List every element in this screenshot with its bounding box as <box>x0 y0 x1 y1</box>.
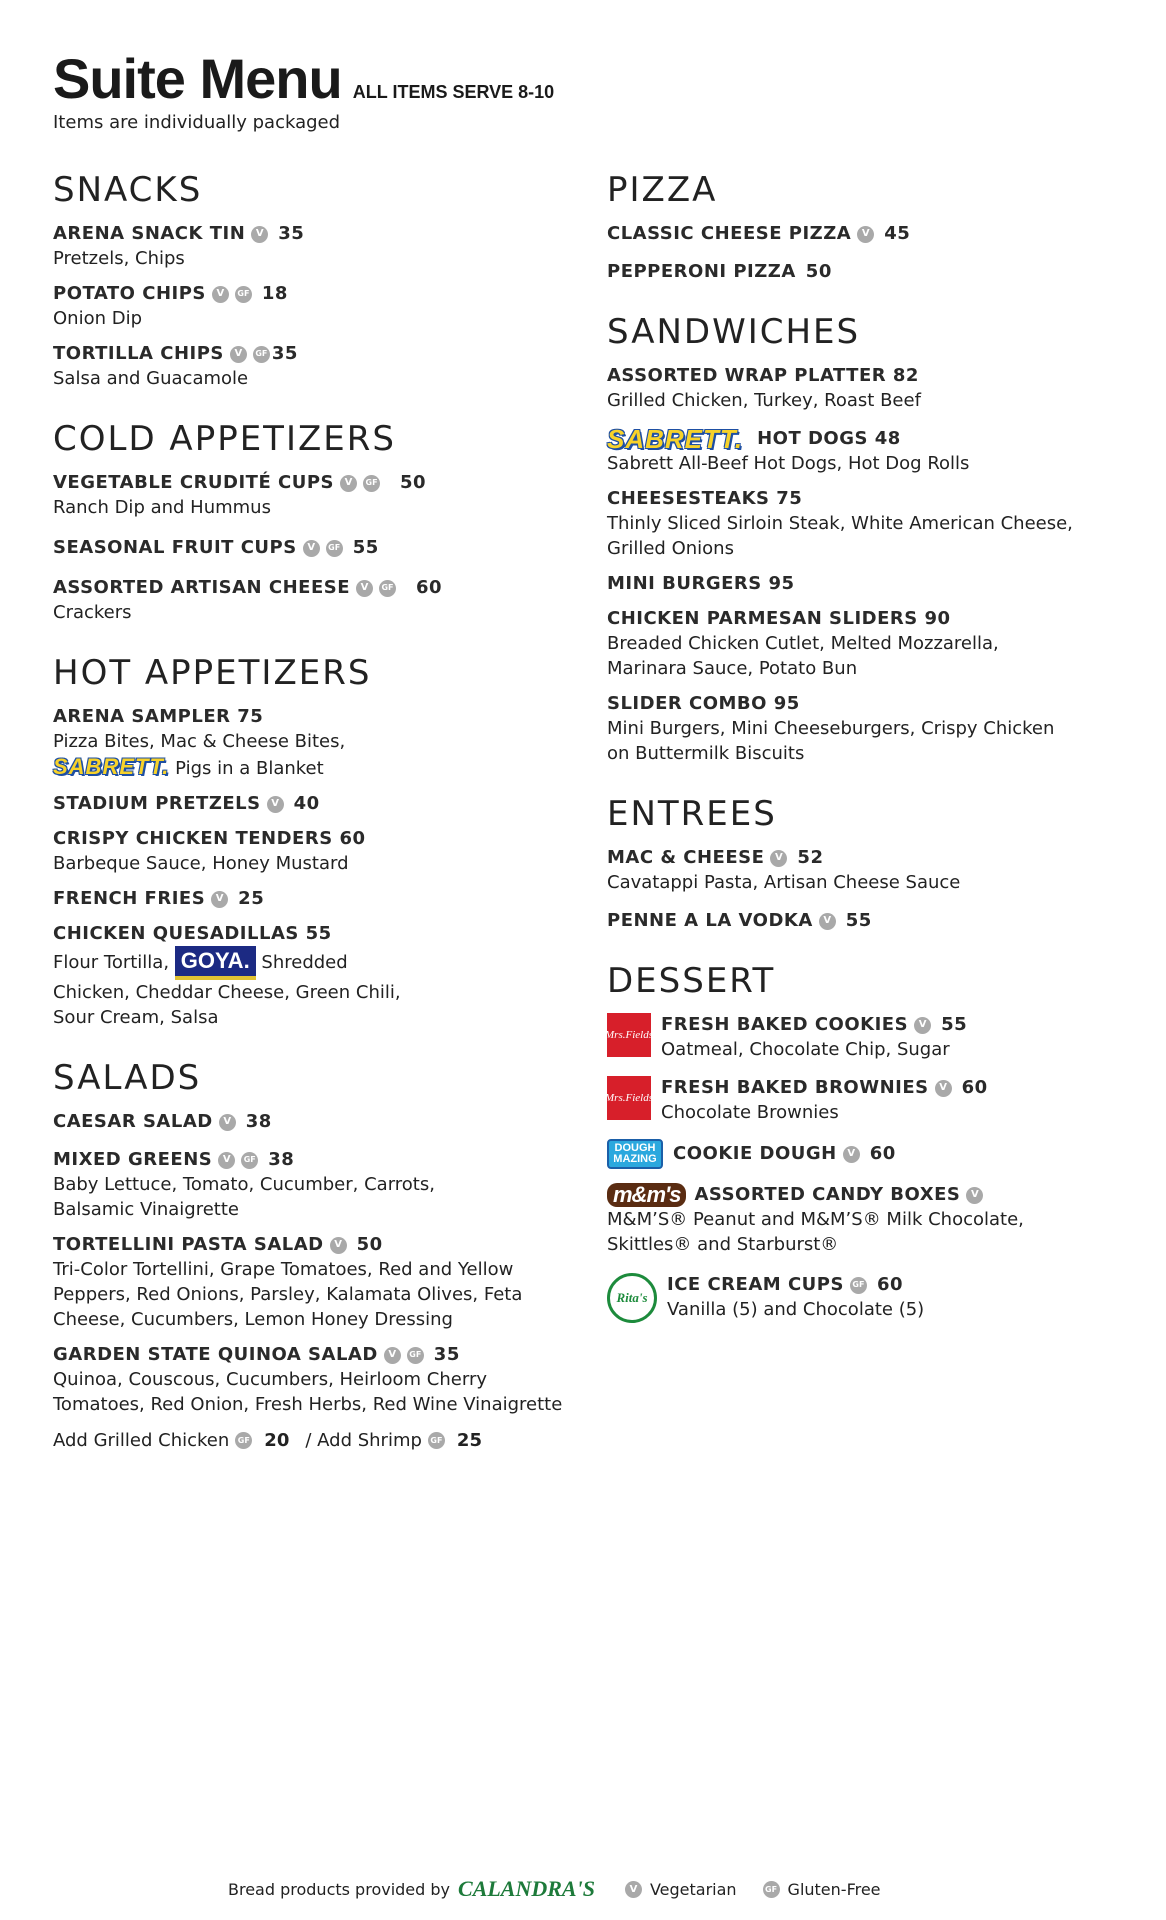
item-name: ASSORTED WRAP PLATTER 82 <box>607 365 919 386</box>
item-desc: Crackers <box>53 602 132 623</box>
menu-item <box>607 909 1127 933</box>
page-title <box>53 46 554 111</box>
item-desc: Shredded <box>261 952 348 973</box>
item-desc: Barbeque Sauce, Honey Mustard <box>53 853 349 874</box>
menu-item <box>53 576 573 625</box>
menu-item <box>53 922 573 1030</box>
section-snacks <box>53 168 573 391</box>
menu-item <box>607 424 1127 476</box>
ritas-logo: Rita's <box>607 1273 657 1323</box>
menu-item <box>607 260 1127 284</box>
vegetarian-icon: V <box>303 540 320 557</box>
item-desc: Tri-Color Tortellini, Grape Tomatoes, Red and Yellow <box>53 1259 514 1280</box>
item-name: ICE CREAM CUPS <box>667 1274 844 1295</box>
gluten-free-icon: GF <box>363 475 380 492</box>
item-desc: Thinly Sliced Sirloin Steak, White American Cheese, <box>607 513 1073 534</box>
section-title: PIZZA <box>607 170 718 210</box>
mrs-fields-logo: Mrs.Fields <box>607 1076 651 1120</box>
menu-item <box>53 536 573 560</box>
legend-gluten-free <box>763 1880 881 1899</box>
item-desc: Onion Dip <box>53 308 143 329</box>
gluten-free-icon: GF <box>241 1152 258 1169</box>
item-name: VEGETABLE CRUDITÉ CUPS <box>53 472 335 493</box>
item-desc: Pizza Bites, Mac & Cheese Bites, <box>53 731 346 752</box>
menu-item <box>53 705 573 781</box>
item-name: TORTILLA CHIPS <box>53 343 224 364</box>
sabrett-logo: SABRETT. <box>53 754 170 779</box>
subtitle: Items are individually packaged <box>53 112 341 133</box>
vegetarian-icon: V <box>219 1114 236 1131</box>
section-title: DESSERT <box>607 961 776 1001</box>
item-name: CHICKEN PARMESAN SLIDERS 90 <box>607 608 951 629</box>
vegetarian-icon: V <box>857 226 874 243</box>
item-desc: Ranch Dip and Hummus <box>53 497 271 518</box>
section-sandwiches <box>607 310 1127 766</box>
item-name: ASSORTED CANDY BOXES <box>694 1184 961 1205</box>
menu-item <box>53 1148 573 1222</box>
item-desc: Sour Cream, Salsa <box>53 1007 219 1028</box>
serves-note: ALL ITEMS SERVE 8-10 <box>352 82 555 102</box>
section-hot-appetizers <box>53 651 573 1030</box>
item-desc: on Buttermilk Biscuits <box>607 743 805 764</box>
item-price: 45 <box>884 223 911 244</box>
section-title: COLD APPETIZERS <box>53 419 396 459</box>
item-desc: Marinara Sauce, Potato Bun <box>607 658 858 679</box>
section-pizza <box>607 168 1127 284</box>
vegetarian-icon: V <box>384 1347 401 1364</box>
gluten-free-icon: GF <box>763 1881 780 1898</box>
menu-item <box>53 887 573 911</box>
legend-label: Gluten-Free <box>787 1879 881 1899</box>
vegetarian-icon: V <box>935 1080 952 1097</box>
vegetarian-icon: V <box>230 346 247 363</box>
vegetarian-icon: V <box>770 850 787 867</box>
item-desc: Balsamic Vinaigrette <box>53 1199 239 1220</box>
vegetarian-icon: V <box>356 580 373 597</box>
vegetarian-icon: V <box>819 913 836 930</box>
menu-item <box>607 1183 1127 1257</box>
item-name: SEASONAL FRUIT CUPS <box>53 537 297 558</box>
menu-item <box>607 1013 1127 1062</box>
item-name: SLIDER COMBO 95 <box>607 693 800 714</box>
section-title: SALADS <box>53 1058 202 1098</box>
menu-item <box>607 487 1127 561</box>
item-desc: Oatmeal, Chocolate Chip, Sugar <box>661 1039 950 1060</box>
calandras-logo: CALANDRA'S <box>458 1876 595 1901</box>
item-desc: Breaded Chicken Cutlet, Melted Mozzarella, <box>607 633 999 654</box>
bread-note: Bread products provided by <box>228 1879 451 1899</box>
item-desc: Flour Tortilla, <box>53 952 170 973</box>
item-price: 35 <box>433 1344 460 1365</box>
left-column <box>53 168 573 1453</box>
menu-item <box>53 1233 573 1332</box>
section-title: HOT APPETIZERS <box>53 653 372 693</box>
footer-row <box>228 1876 907 1902</box>
item-price: 55 <box>845 910 872 931</box>
item-desc: Baby Lettuce, Tomato, Cucumber, Carrots, <box>53 1174 435 1195</box>
gluten-free-icon: GF <box>235 286 252 303</box>
item-price: 25 <box>238 888 265 909</box>
mms-logo: m&m's <box>607 1183 686 1207</box>
gluten-free-icon: GF <box>235 1432 252 1449</box>
menu-item <box>607 1076 1127 1125</box>
item-name: ASSORTED ARTISAN CHEESE <box>53 577 350 598</box>
vegetarian-icon: V <box>251 226 268 243</box>
item-name: PEPPERONI PIZZA <box>607 261 796 282</box>
item-price: 52 <box>797 847 824 868</box>
mrs-fields-logo: Mrs.Fields <box>607 1013 651 1057</box>
item-price: 60 <box>876 1274 903 1295</box>
menu-item <box>607 607 1127 681</box>
item-desc: Skittles® and Starburst® <box>607 1234 839 1255</box>
menu-item <box>607 692 1127 766</box>
section-title: SNACKS <box>53 170 203 210</box>
item-name: MAC & CHEESE <box>607 847 765 868</box>
item-price: 35 <box>278 223 305 244</box>
item-price: 40 <box>293 793 320 814</box>
item-desc: Chicken, Cheddar Cheese, Green Chili, <box>53 982 401 1003</box>
gluten-free-icon: GF <box>428 1432 445 1449</box>
item-desc: Quinoa, Couscous, Cucumbers, Heirloom Cherry <box>53 1369 487 1390</box>
vegetarian-icon: V <box>843 1146 860 1163</box>
section-title: SANDWICHES <box>607 312 861 352</box>
item-price: 55 <box>941 1014 968 1035</box>
item-desc: Mini Burgers, Mini Cheeseburgers, Crispy Chicken <box>607 718 1055 739</box>
menu-item <box>53 282 573 331</box>
item-name: CAESAR SALAD <box>53 1111 213 1132</box>
item-name: COOKIE DOUGH <box>673 1143 837 1164</box>
vegetarian-icon: V <box>218 1152 235 1169</box>
menu-item <box>607 364 1127 413</box>
item-name: MIXED GREENS <box>53 1149 213 1170</box>
item-price: 18 <box>261 283 288 304</box>
item-desc: Cavatappi Pasta, Artisan Cheese Sauce <box>607 872 961 893</box>
gluten-free-icon: GF <box>407 1347 424 1364</box>
vegetarian-icon: V <box>211 891 228 908</box>
menu-item <box>607 572 1127 596</box>
salad-addons <box>53 1428 573 1453</box>
item-name: ARENA SAMPLER 75 <box>53 706 264 727</box>
item-name: CRISPY CHICKEN TENDERS 60 <box>53 828 366 849</box>
item-price: 50 <box>805 261 832 282</box>
item-desc: Cheese, Cucumbers, Lemon Honey Dressing <box>53 1309 453 1330</box>
gluten-free-icon: GF <box>850 1277 867 1294</box>
item-name: FRESH BAKED BROWNIES <box>661 1077 929 1098</box>
menu-item <box>53 471 573 520</box>
vegetarian-icon: V <box>267 796 284 813</box>
item-name: FRESH BAKED COOKIES <box>661 1014 909 1035</box>
item-name: HOT DOGS 48 <box>757 428 901 449</box>
item-price: 50 <box>356 1234 383 1255</box>
item-name: CHEESESTEAKS 75 <box>607 488 803 509</box>
item-price: 38 <box>268 1149 295 1170</box>
section-dessert <box>607 959 1127 1323</box>
item-desc: Sabrett All-Beef Hot Dogs, Hot Dog Rolls <box>607 453 970 474</box>
menu-item <box>607 222 1127 246</box>
item-desc: Pretzels, Chips <box>53 248 185 269</box>
item-price: 38 <box>245 1111 272 1132</box>
item-name: FRENCH FRIES <box>53 888 206 909</box>
menu-item <box>607 1139 1127 1169</box>
item-price: 55 <box>352 537 379 558</box>
menu-item <box>53 792 573 816</box>
gluten-free-icon: GF <box>326 540 343 557</box>
item-price: 60 <box>869 1143 896 1164</box>
section-entrees <box>607 792 1127 933</box>
legend-label: Vegetarian <box>649 1879 737 1899</box>
section-cold-appetizers <box>53 417 573 625</box>
item-name: GARDEN STATE QUINOA SALAD <box>53 1344 378 1365</box>
menu-title: Suite Menu <box>53 47 342 110</box>
menu-item <box>607 846 1127 895</box>
gluten-free-icon: GF <box>379 580 396 597</box>
goya-logo: GOYA. <box>175 946 256 980</box>
item-price: 35 <box>271 343 298 364</box>
vegetarian-icon: V <box>340 475 357 492</box>
item-desc: Chocolate Brownies <box>661 1102 839 1123</box>
item-name: CHICKEN QUESADILLAS 55 <box>53 923 332 944</box>
vegetarian-icon: V <box>625 1881 642 1898</box>
addon-shrimp-price: 25 <box>456 1430 482 1451</box>
vegetarian-icon: V <box>914 1017 931 1034</box>
item-name: PENNE A LA VODKA <box>607 910 813 931</box>
vegetarian-icon: V <box>966 1187 983 1204</box>
item-desc: Vanilla (5) and Chocolate (5) <box>667 1299 925 1320</box>
menu-item <box>53 342 573 391</box>
item-name: MINI BURGERS 95 <box>607 573 795 594</box>
item-name: TORTELLINI PASTA SALAD <box>53 1234 324 1255</box>
item-name: POTATO CHIPS <box>53 283 206 304</box>
item-name: ARENA SNACK TIN <box>53 223 246 244</box>
addon-chicken-price: 20 <box>264 1430 290 1451</box>
item-price: 60 <box>961 1077 988 1098</box>
vegetarian-icon: V <box>212 286 229 303</box>
item-desc: Tomatoes, Red Onion, Fresh Herbs, Red Wine Vinaigrette <box>53 1394 563 1415</box>
item-name: CLASSIC CHEESE PIZZA <box>607 223 852 244</box>
addon-chicken-label: Add Grilled Chicken <box>53 1430 230 1451</box>
sabrett-logo: SABRETT. <box>607 424 744 454</box>
menu-item <box>53 1110 573 1134</box>
item-desc: Salsa and Guacamole <box>53 368 249 389</box>
dough-mazing-logo: DOUGH MAZING <box>607 1139 663 1169</box>
item-desc: Grilled Onions <box>607 538 734 559</box>
right-column <box>607 168 1127 1337</box>
item-desc: Peppers, Red Onions, Parsley, Kalamata Olives, Feta <box>53 1284 523 1305</box>
menu-item <box>53 827 573 876</box>
addon-shrimp-label: / Add Shrimp <box>305 1430 422 1451</box>
section-salads <box>53 1056 573 1453</box>
item-price: 50 <box>400 472 427 493</box>
menu-item <box>53 222 573 271</box>
item-desc: Grilled Chicken, Turkey, Roast Beef <box>607 390 921 411</box>
item-desc: M&M’S® Peanut and M&M’S® Milk Chocolate, <box>607 1209 1024 1230</box>
section-title: ENTREES <box>607 794 777 834</box>
item-desc: Pigs in a Blanket <box>175 758 324 779</box>
vegetarian-icon: V <box>330 1237 347 1254</box>
item-price: 60 <box>416 577 443 598</box>
item-name: STADIUM PRETZELS <box>53 793 261 814</box>
gluten-free-icon: GF <box>253 346 270 363</box>
legend-vegetarian <box>625 1880 737 1899</box>
menu-item <box>53 1343 573 1417</box>
menu-item <box>607 1273 1127 1323</box>
